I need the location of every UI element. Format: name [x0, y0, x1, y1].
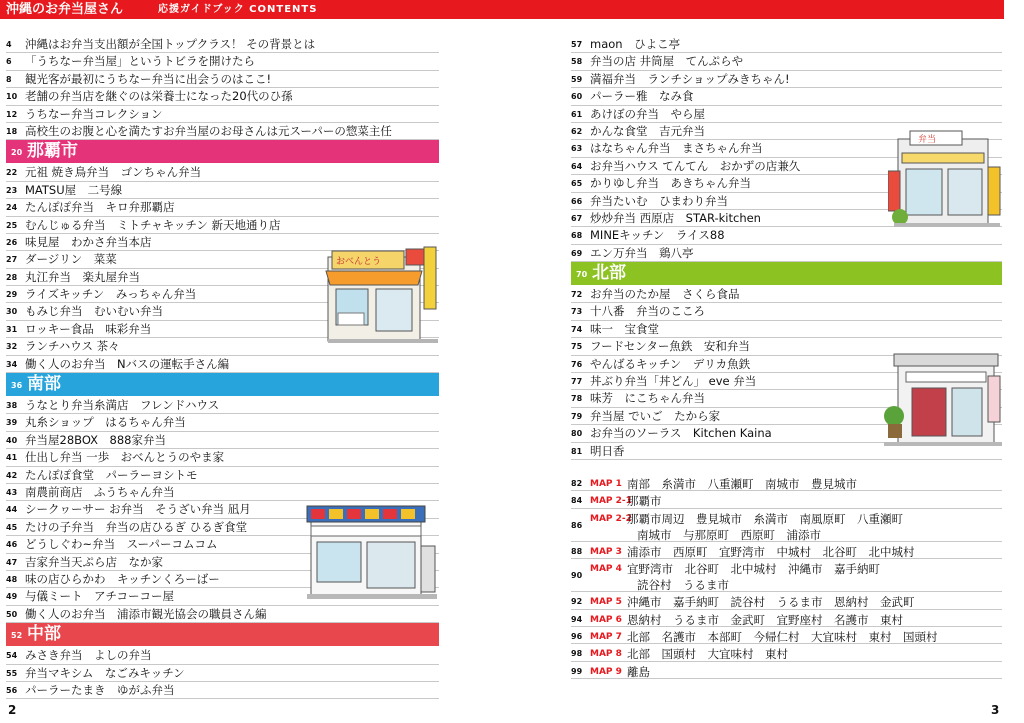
page-number: 23	[6, 185, 18, 195]
entry-title: ロッキー食品 味彩弁当	[25, 321, 152, 336]
entry-title: 弁当マキシム なごみキッチン	[25, 665, 185, 680]
page-number: 24	[6, 203, 18, 213]
entry-title: 味一 宝食堂	[590, 321, 659, 336]
page-number: 67	[571, 213, 583, 223]
entry-title: どうしぐわ~弁当 スーパーコムコム	[25, 537, 218, 552]
toc-entry[interactable]	[6, 164, 439, 181]
entry-title: ランチハウス 茶々	[25, 339, 120, 354]
entry-title: 吉家弁当天ぷら店 なか家	[25, 554, 163, 569]
bento-shop-illustration-4	[880, 350, 1004, 450]
entry-title: もみじ弁当 むいむい弁当	[25, 304, 163, 319]
page-number: 68	[571, 231, 583, 241]
shop-sign-text: おべんとう	[336, 257, 382, 267]
page-number: 59	[571, 74, 583, 84]
map-label: MAP 1	[590, 479, 622, 489]
page-number: 61	[571, 109, 583, 119]
page-number: 54	[6, 651, 18, 661]
toc-entry[interactable]	[571, 53, 1002, 70]
toc-entry[interactable]	[6, 217, 439, 234]
map-page-number: 84	[571, 496, 583, 506]
page-number: 31	[6, 324, 18, 334]
page-number: 64	[571, 161, 583, 171]
page-number: 22	[6, 168, 18, 178]
page-number: 63	[571, 144, 583, 154]
toc-entry[interactable]	[571, 106, 1002, 123]
entry-title: 明日香	[590, 443, 625, 458]
page-number: 4	[6, 40, 12, 49]
entry-title: 丸糸ショップ はるちゃん弁当	[25, 415, 186, 430]
page-number: 74	[571, 324, 583, 334]
toc-entry[interactable]	[6, 71, 439, 88]
toc-entry[interactable]	[6, 36, 439, 53]
book-subtitle: 応援ガイドブック CONTENTS	[158, 4, 318, 15]
shop-sign-text-3: 弁当	[918, 135, 937, 145]
entry-title: パーラー雅 なみ食	[590, 89, 694, 104]
map-index	[571, 474, 1002, 679]
entry-title: 弁当屋 でいご たから家	[590, 408, 721, 423]
map-label: MAP 9	[590, 666, 622, 677]
entry-title: 丸江弁当 楽丸屋弁当	[25, 269, 140, 284]
page-number: 80	[571, 429, 583, 439]
page-number: 81	[571, 446, 583, 456]
page-number: 39	[6, 418, 18, 428]
map-areas: 北部 国頭村 大宜味村 東村	[627, 647, 788, 662]
page-number: 56	[6, 685, 18, 695]
page-number: 48	[6, 574, 18, 584]
page-number: 66	[571, 196, 583, 206]
entry-title: 働く人のお弁当 浦添市観光協会の職員さん編	[25, 606, 267, 621]
entry-title: 「うちなー弁当屋」というトビラを開けたら	[25, 54, 255, 69]
map-page-number: 96	[571, 631, 583, 641]
page-number: 30	[6, 307, 18, 317]
map-areas: 那覇市	[627, 494, 662, 509]
page-number: 45	[6, 522, 18, 532]
section-title: 那覇市	[27, 141, 78, 162]
entry-title: やんばるキッチン デリカ魚鉄	[590, 356, 751, 371]
toc-entry[interactable]	[6, 647, 439, 664]
toc-entry[interactable]	[6, 484, 439, 501]
map-entry[interactable]	[571, 542, 1002, 559]
section-title: 中部	[27, 624, 61, 645]
entry-title: お弁当ハウス てんてん おかずの店兼久	[590, 158, 801, 173]
toc-entry[interactable]	[571, 321, 1002, 338]
toc-entry[interactable]	[571, 286, 1002, 303]
map-page-number: 90	[571, 571, 583, 581]
bento-shop-illustration-2	[303, 500, 439, 602]
page-number: 73	[571, 307, 583, 317]
map-page-number: 99	[571, 666, 583, 676]
entry-title: 炒炒弁当 西原店 STAR-kitchen	[590, 210, 761, 225]
section-header-naha[interactable]	[6, 140, 439, 163]
entry-title: 元祖 焼き鳥弁当 ゴンちゃん弁当	[25, 165, 202, 180]
page-number: 47	[6, 557, 18, 567]
map-page-number: 92	[571, 597, 583, 607]
map-page-number: 82	[571, 479, 583, 488]
toc-entry[interactable]	[6, 123, 439, 140]
page-number: 79	[571, 411, 583, 421]
map-areas: 北部 名護市 本部町 今帰仁村 大宜味村 東村 国頭村	[627, 629, 938, 644]
page-number: 69	[571, 248, 583, 258]
map-label: MAP 3	[590, 546, 622, 557]
entry-title: パーラーたまき ゆがふ弁当	[25, 682, 175, 697]
page-number: 55	[6, 668, 18, 678]
entry-title: 観光客が最初にうちなー弁当に出会うのはここ!	[25, 71, 272, 86]
toc-entry[interactable]	[6, 665, 439, 682]
entry-title: みさき弁当 よしの弁当	[25, 648, 152, 663]
page-number: 57	[571, 40, 583, 49]
entry-title: あけぼの弁当 やら屋	[590, 106, 705, 121]
page-number: 49	[6, 592, 18, 602]
entry-title: うちなー弁当コレクション	[25, 106, 163, 121]
page-number: 10	[6, 92, 18, 102]
toc-entry[interactable]	[6, 182, 439, 199]
entry-title: 弁当の店 井筒屋 てんぷらや	[590, 54, 744, 69]
map-areas: 沖縄市 嘉手納町 読谷村 うるま市 恩納村 金武町	[627, 595, 915, 610]
map-entry[interactable]	[571, 662, 1002, 679]
entry-title: 働く人のお弁当 Nバスの運転手さん編	[25, 356, 230, 371]
map-label: MAP 5	[590, 597, 622, 608]
entry-title: エン万弁当 鶏八亭	[590, 245, 694, 260]
entry-title: 与儀ミート アチコーコー屋	[25, 589, 175, 604]
entry-title: 十八番 弁当のこころ	[590, 304, 705, 319]
page-number-right: 3	[991, 703, 1000, 717]
page-number: 20	[11, 148, 23, 158]
map-label: MAP 6	[590, 614, 622, 625]
page-number: 34	[6, 359, 18, 369]
page-number: 40	[6, 435, 18, 445]
section-header-nanbu[interactable]	[6, 373, 439, 396]
map-label: MAP 2-1	[590, 496, 632, 507]
page-number: 60	[571, 92, 583, 102]
page-number: 62	[571, 126, 583, 136]
entry-title: MATSU屋 二号線	[25, 182, 123, 197]
map-page-number: 94	[571, 614, 583, 624]
toc-entry[interactable]	[6, 606, 439, 623]
entry-title: maon ひよこ亭	[590, 37, 681, 51]
header-banner	[0, 0, 1004, 19]
toc-entry[interactable]	[6, 106, 439, 123]
entry-title: シークヮーサー お弁当 そうざい弁当 凪月	[25, 502, 251, 517]
map-page-number: 86	[571, 520, 583, 530]
page-number: 12	[6, 109, 18, 119]
page-number: 77	[571, 377, 583, 387]
map-entry[interactable]	[571, 627, 1002, 644]
entry-title: お弁当のソーラス Kitchen Kaina	[590, 426, 772, 441]
page-number: 46	[6, 540, 18, 550]
map-entry[interactable]	[571, 474, 1002, 491]
page-number: 41	[6, 453, 18, 463]
section-title: 北部	[592, 263, 626, 284]
map-label: MAP 7	[590, 631, 622, 642]
page-number: 27	[6, 255, 18, 265]
entry-title: 味芳 にこちゃん弁当	[590, 391, 705, 406]
entry-title: 高校生のお腹と心を満たすお弁当屋のお母さんは元スーパーの惣菜主任	[25, 123, 392, 138]
page-number: 6	[6, 57, 12, 67]
section-header-hokubu[interactable]	[571, 262, 1002, 285]
entry-title: むんじゅる弁当 ミトチャキッチン 新天地通り店	[25, 217, 281, 232]
map-areas: 浦添市 西原町 宜野湾市 中城村 北谷町 北中城村	[627, 544, 915, 559]
page-number: 75	[571, 342, 583, 352]
entry-title: 味の店ひらかわ キッチンくろーばー	[25, 571, 220, 586]
entry-title: フードセンター魚鉄 安和弁当	[590, 339, 750, 354]
toc-entry[interactable]	[6, 432, 439, 449]
entry-title: かりゆし弁当 あきちゃん弁当	[590, 176, 751, 191]
map-label: MAP 2-2	[590, 513, 632, 524]
map-page-number: 98	[571, 649, 583, 659]
page-number: 44	[6, 505, 18, 515]
page-number: 8	[6, 74, 12, 84]
map-areas: 読谷村 うるま市	[637, 578, 729, 593]
page-number: 52	[11, 631, 23, 641]
entry-title: かんな食堂 吉元弁当	[590, 123, 705, 138]
toc-entry[interactable]	[6, 397, 439, 414]
page-number: 76	[571, 359, 583, 369]
page-number: 18	[6, 126, 18, 136]
toc-entry[interactable]	[6, 88, 439, 105]
map-label: MAP 4	[590, 564, 622, 575]
entry-title: はなちゃん弁当 まさちゃん弁当	[590, 141, 763, 156]
toc-entry[interactable]	[6, 53, 439, 70]
entry-title: 弁当屋28BOX 888家弁当	[25, 432, 166, 447]
page-number: 72	[571, 290, 583, 300]
entry-title: 丼ぶり弁当「丼どん」 eve 弁当	[590, 374, 757, 389]
section-title: 南部	[27, 374, 61, 395]
entry-title: うなとり弁当糸満店 フレンドハウス	[25, 398, 220, 413]
toc-entry[interactable]	[571, 88, 1002, 105]
entry-title: ライズキッチン みっちゃん弁当	[25, 287, 197, 302]
map-areas: 南城市 与那原町 西原町 浦添市	[637, 527, 821, 542]
page-number: 50	[6, 609, 18, 619]
page-number: 43	[6, 487, 18, 497]
page-number: 58	[571, 57, 583, 67]
map-entry[interactable]	[571, 644, 1002, 661]
map-label: MAP 8	[590, 649, 622, 660]
map-entry[interactable]	[571, 610, 1002, 627]
map-areas: 南部 糸満市 八重瀬町 南城市 豊見城市	[627, 477, 857, 491]
page-number: 29	[6, 290, 18, 300]
toc-entry[interactable]	[571, 36, 1002, 53]
page-number: 78	[571, 394, 583, 404]
page-number: 28	[6, 272, 18, 282]
bento-shop-illustration-3	[888, 127, 1004, 231]
entry-title: 満福弁当 ランチショップみきちゃん!	[590, 71, 790, 86]
page-number: 42	[6, 470, 18, 480]
entry-title: 沖縄はお弁当支出額が全国トップクラス！ その背景とは	[25, 37, 316, 51]
map-page-number: 88	[571, 546, 583, 556]
page-number-left: 2	[8, 703, 17, 717]
toc-entry[interactable]	[6, 414, 439, 431]
entry-title: 老舗の弁当店を継ぐのは栄養士になった20代のひ孫	[25, 89, 293, 104]
map-areas: 宜野湾市 北谷町 北中城村 沖縄市 嘉手納町	[627, 562, 880, 577]
page-number: 25	[6, 220, 18, 230]
page-number: 65	[571, 179, 583, 189]
entry-title: たけの子弁当 弁当の店ひるぎ ひるぎ食堂	[25, 519, 248, 534]
page-number: 32	[6, 342, 18, 352]
toc-entry[interactable]	[571, 71, 1002, 88]
map-areas: 那覇市周辺 豊見城市 糸満市 南風原町 八重瀬町	[627, 511, 903, 526]
entry-title: たんぽぽ弁当 キロ弁那覇店	[25, 200, 175, 215]
map-entry[interactable]	[571, 491, 1002, 508]
map-entry[interactable]	[571, 509, 1002, 542]
entry-title: お弁当のたか屋 さくら食品	[590, 287, 740, 302]
map-entry[interactable]	[571, 592, 1002, 609]
toc-entry[interactable]	[6, 356, 439, 373]
section-header-chubu[interactable]	[6, 623, 439, 646]
entry-title: 弁当たいむ ひまわり弁当	[590, 193, 728, 208]
entry-title: ダージリン 菜菜	[25, 252, 117, 267]
page-number: 38	[6, 401, 18, 411]
toc-entry[interactable]	[6, 199, 439, 216]
map-areas: 恩納村 うるま市 金武町 宜野座村 名護市 東村	[627, 612, 903, 627]
toc-entry[interactable]	[6, 682, 439, 699]
page-number: 36	[11, 381, 23, 391]
entry-title: たんぽぽ食堂 パーラーヨシトモ	[25, 467, 198, 482]
map-areas: 離島	[627, 664, 650, 679]
book-title: 沖縄のお弁当屋さん	[6, 2, 124, 17]
entry-title: 南農前商店 ふうちゃん弁当	[25, 484, 175, 499]
toc-entry[interactable]	[6, 449, 439, 466]
page-number: 70	[576, 270, 588, 280]
entry-title: 仕出し弁当 一歩 おべんとうのやま家	[25, 450, 225, 465]
entry-title: 味見屋 わかさ弁当本店	[25, 234, 152, 249]
toc-entry[interactable]	[571, 303, 1002, 320]
bento-shop-illustration	[322, 243, 442, 348]
page-number: 26	[6, 237, 18, 247]
toc-entry[interactable]	[571, 245, 1002, 262]
map-entry[interactable]	[571, 559, 1002, 592]
toc-entry[interactable]	[6, 467, 439, 484]
entry-title: MINEキッチン ライス88	[590, 228, 725, 243]
